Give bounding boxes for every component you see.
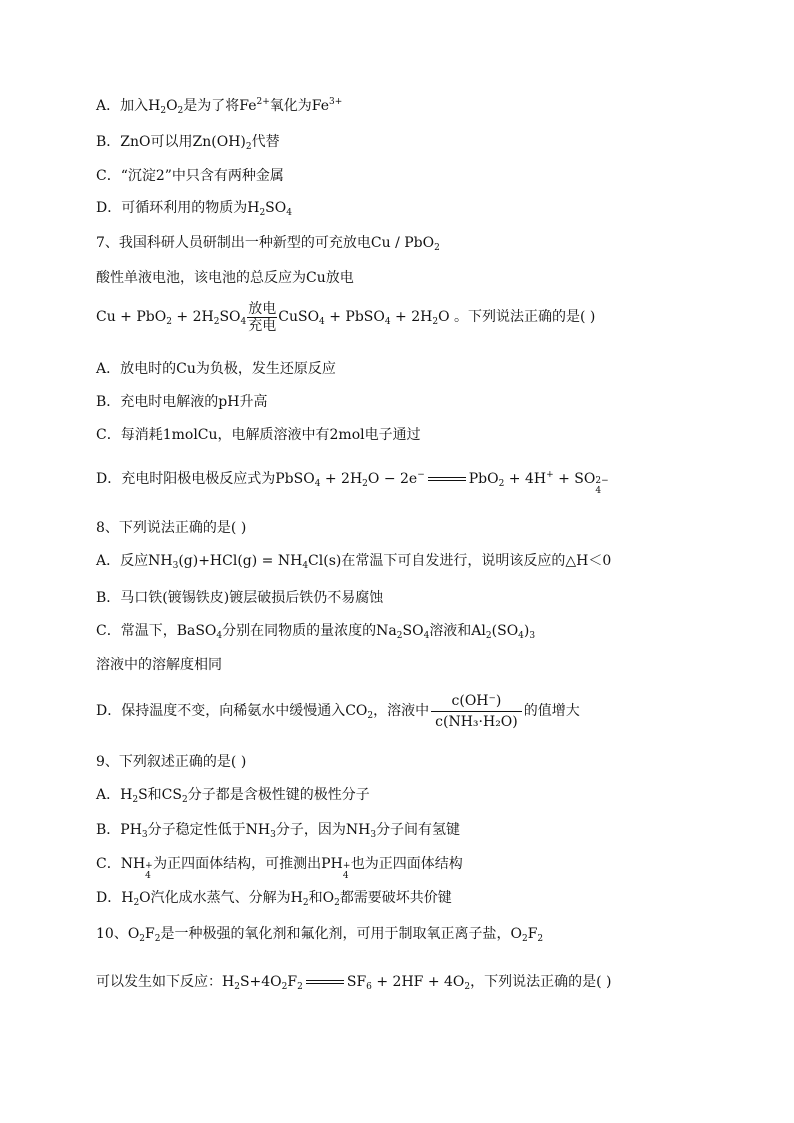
question-7-option-c: C．每消耗1molCu，电解质溶液中有2mol电子通过 [96,427,421,443]
equals-arrow [306,980,344,984]
question-7-equation: $Cu + PbO_2 + 2H_2SO_4$ 放电 充电 CuSO$_4$ + PbSO$_4$ + $2H_2O$ 。下列说法正确的是( ) [96,300,596,334]
question-9-option-b: B．$PH_3$分子稳定性低于$NH_3$分子，因为$NH_3$分子间有氢键 [96,822,461,840]
question-7-option-a: A．放电时的Cu为负极，发生还原反应 [96,361,336,377]
question-7-option-b: B．充电时电解液的pH升高 [96,394,268,410]
concentration-ratio: $\frac{c(OH^-)}{\text{c(NH₃·H₂O)}}$ [431,691,522,732]
question-7-line2: 酸性单液电池，该电池的总反应为Cu放电 [96,270,354,286]
option-d: D．可循环利用的物质为$H_2SO_4$ [96,200,292,218]
question-8-option-d: D．保持温度不变，向稀氨水中缓慢通入$CO_2$，溶液中 $\frac{c(OH^-)}{\text{c(NH₃·H₂O)}}$ 的值增大 [96,692,580,730]
equals-arrow [428,477,466,481]
question-10-title: 10、$O_2F_2$是一种极强的氧化剂和氟化剂，可用于制取氧正离子盐，$O_2F_2$ [96,926,544,944]
question-9-option-c: C．NH + 4 为正四面体结构，可推测出PH + 4 也为正四面体结构 [96,856,463,881]
question-9-title: 9、下列叙述正确的是( ) [96,754,247,770]
question-8-option-a: A．反应$NH_3(g)+HCl(g) = NH_4Cl(s)$在常温下可自发进行，说明该反应的△H＜0 [96,553,612,571]
question-10-line2: 可以发生如下反应：$H_2S+4O_2F_2$ $SF_6 + 2HF + 4O_2$，下列说法正确的是( ) [96,974,612,992]
question-9-option-a: A．$H_2S$和$CS_2$分子都是含极性键的极性分子 [96,787,370,805]
reaction-condition: 放电 充电 [248,300,277,334]
question-8-option-b: B．马口铁(镀锡铁皮)镀层破损后铁仍不易腐蚀 [96,590,384,606]
question-8-option-c: C．常温下，BaSO$_4$分别在同物质的量浓度的$Na_2SO_4$溶液和$Al_2(SO_4)_3$ [96,623,536,641]
question-7-title: 7、我国科研人员研制出一种新型的可充放电Cu / PbO$_2$ [96,235,440,253]
question-9-option-d: D．$H_2O$汽化成水蒸气、分解为$H_2$和$O_2$都需要破坏共价键 [96,890,452,908]
option-c: C．“沉淀2”中只含有两种金属 [96,168,284,184]
question-8-option-c-cont: 溶液中的溶解度相同 [96,657,222,673]
option-b: B．ZnO可以用$Zn(OH)_2$代替 [96,134,280,152]
option-a: A．加入$H_2O_2$是为了将$Fe^{2+}$氧化为$Fe^{3+}$ [96,97,343,116]
question-7-option-d: D．充电时阳极电极反应式为PbSO$_4$ + $2H_2O - 2e^-$ PbO$_2$ + 4H+ + SO 2− 4 [96,470,609,496]
question-8-title: 8、下列说法正确的是( ) [96,520,247,536]
